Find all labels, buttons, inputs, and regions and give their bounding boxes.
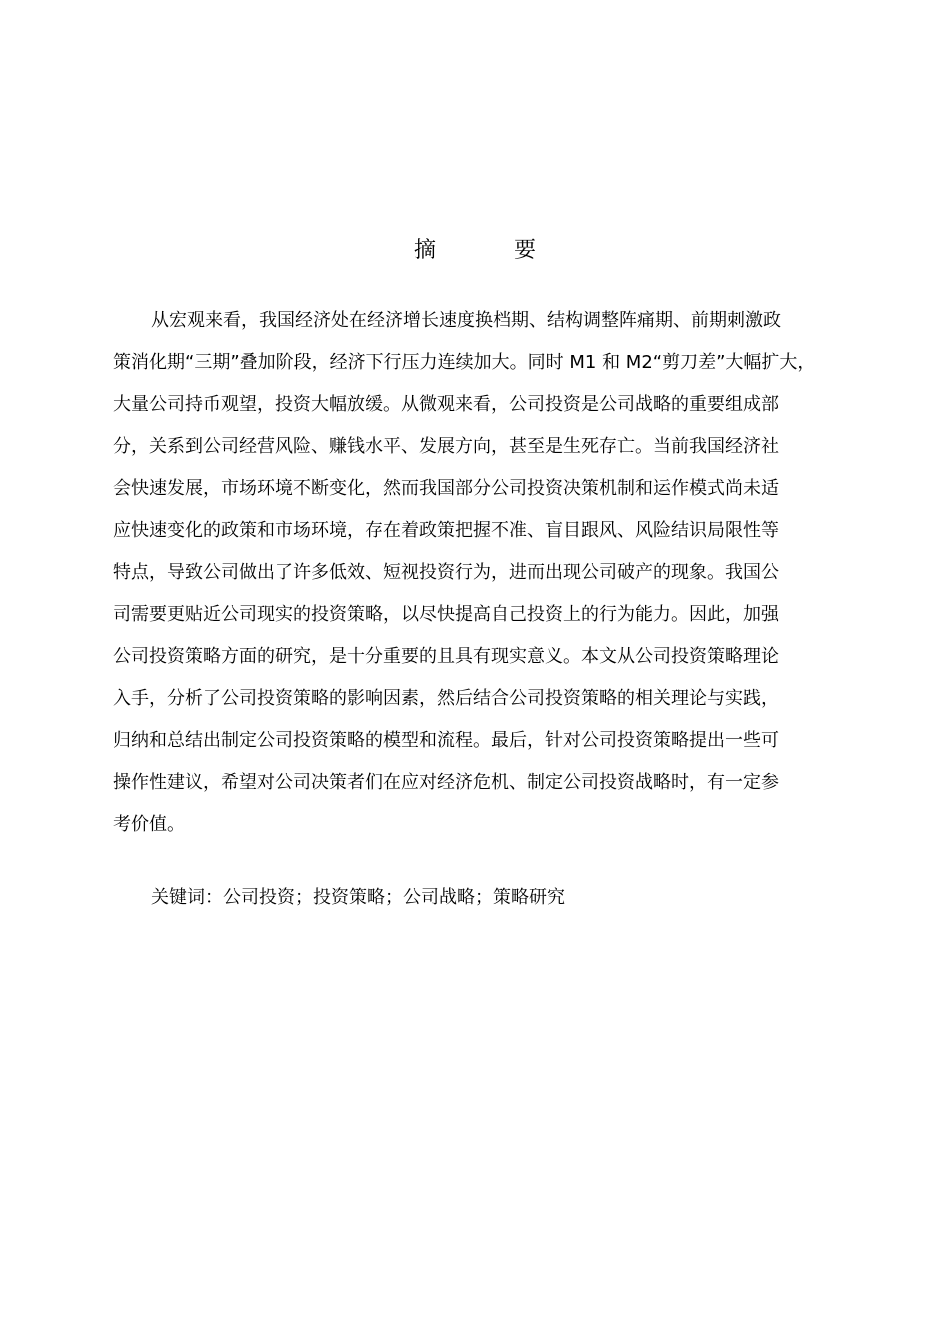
abstract-line: 操作性建议，希望对公司决策者们在应对经济危机、制定公司投资战略时，有一定参 xyxy=(113,772,779,793)
abstract-line: 归纳和总结出制定公司投资策略的模型和流程。最后，针对公司投资策略提出一些可 xyxy=(113,730,779,751)
abstract-line: 公司投资策略方面的研究，是十分重要的且具有现实意义。本文从公司投资策略理论 xyxy=(113,646,779,667)
abstract-line: 大量公司持币观望，投资大幅放缓。从微观来看，公司投资是公司战略的重要组成部 xyxy=(113,394,779,415)
abstract-title: 摘 要 xyxy=(413,238,564,263)
abstract-body xyxy=(113,300,843,846)
abstract-line: 会快速发展，市场环境不断变化，然而我国部分公司投资决策机制和运作模式尚未适 xyxy=(113,478,779,499)
keywords: 关键词：公司投资；投资策略；公司战略；策略研究 xyxy=(151,887,565,908)
abstract-line: 从宏观来看，我国经济处在经济增长速度换档期、结构调整阵痛期、前期刺激政 xyxy=(151,310,781,331)
abstract-line: 考价值。 xyxy=(113,814,185,835)
abstract-line: 入手，分析了公司投资策略的影响因素，然后结合公司投资策略的相关理论与实践， xyxy=(113,688,779,709)
abstract-line: 分，关系到公司经营风险、赚钱水平、发展方向，甚至是生死存亡。当前我国经济社 xyxy=(113,436,779,457)
abstract-line: 特点，导致公司做出了许多低效、短视投资行为，进而出现公司破产的现象。我国公 xyxy=(113,562,779,583)
abstract-line: 应快速变化的政策和市场环境，存在着政策把握不准、盲目跟风、风险结识局限性等 xyxy=(113,520,779,541)
abstract-line: 司需要更贴近公司现实的投资策略，以尽快提高自己投资上的行为能力。因此，加强 xyxy=(113,604,779,625)
abstract-line: 策消化期“三期”叠加阶段，经济下行压力连续加大。同时 M1 和 M2“剪刀差”大幅扩大， xyxy=(113,352,816,373)
